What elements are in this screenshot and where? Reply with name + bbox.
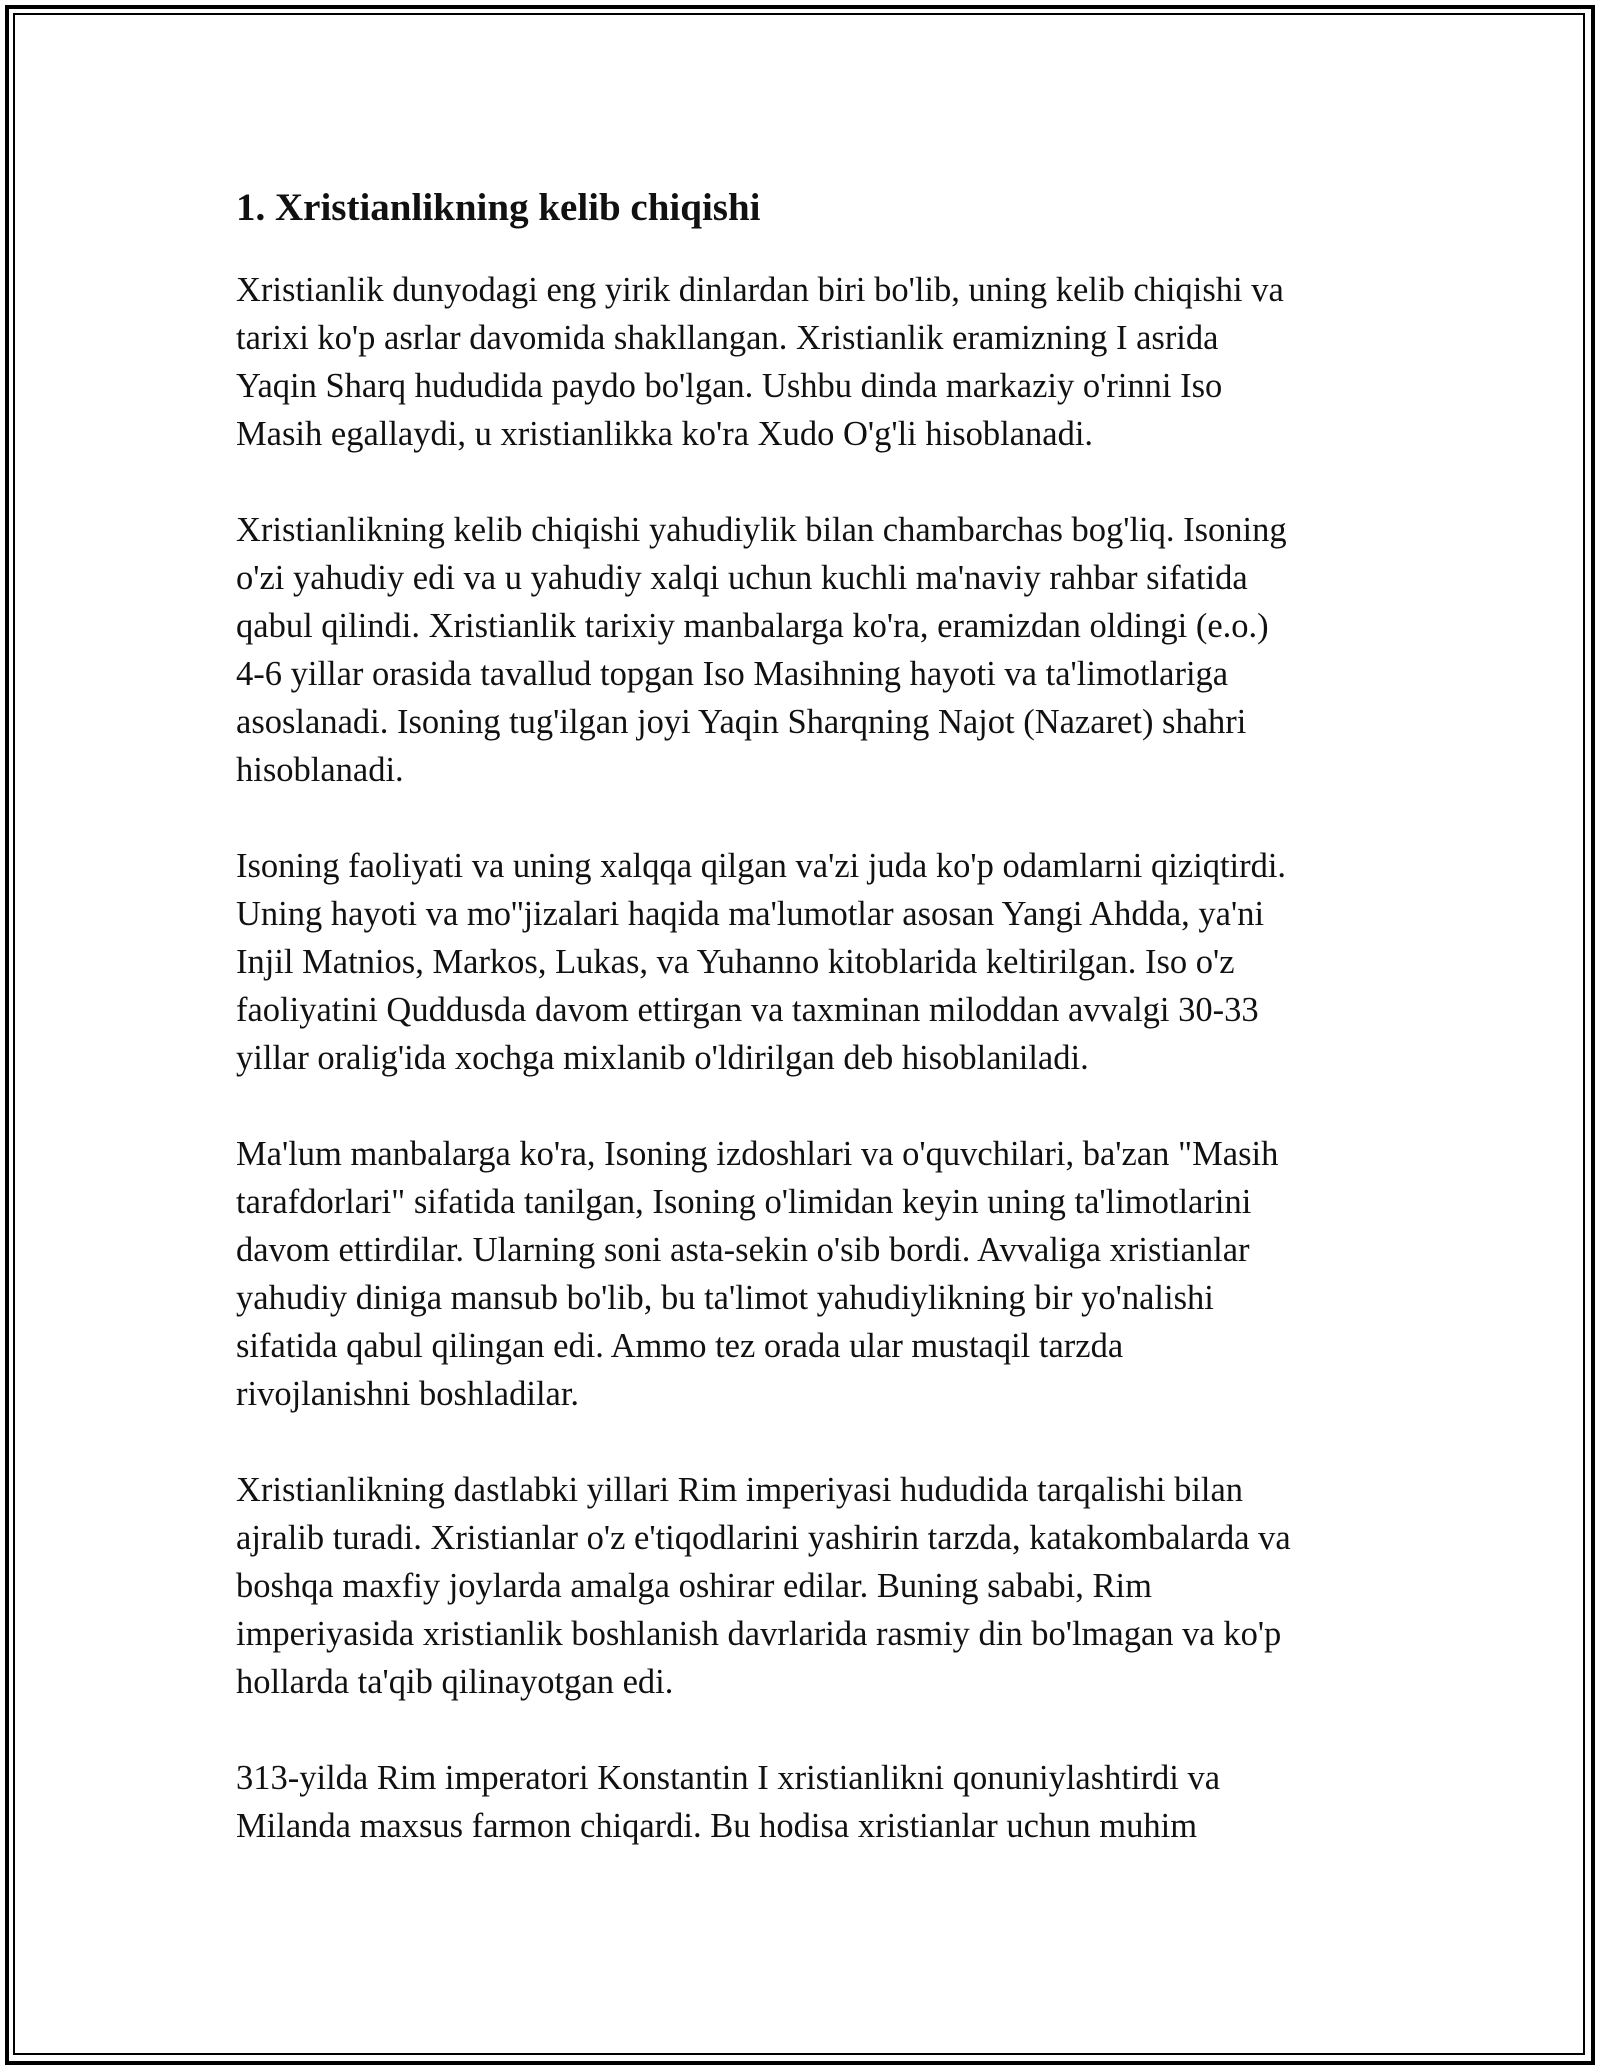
- text-line: yillar oralig'ida xochga mixlanib o'ldirilgan deb hisoblaniladi.: [236, 1038, 1089, 1077]
- text-line: 4-6 yillar orasida tavallud topgan Iso Masihning hayoti va ta'limotlariga: [236, 654, 1229, 693]
- text-line: hisoblanadi.: [236, 750, 404, 789]
- text-line: rivojlanishni boshladilar.: [236, 1374, 580, 1413]
- text-line: tarafdorlari" sifatida tanilgan, Isoning o'limidan keyin uning ta'limotlarini: [236, 1182, 1252, 1221]
- text-line: Masih egallaydi, u xristianlikka ko'ra Xudo O'g'li hisoblanadi.: [236, 414, 1094, 453]
- text-line: Xristianlikning dastlabki yillari Rim imperiyasi hududida tarqalishi bilan: [236, 1470, 1244, 1509]
- text-line: o'zi yahudiy edi va u yahudiy xalqi uchun kuchli ma'naviy rahbar sifatida: [236, 558, 1248, 597]
- text-line: faoliyatini Quddusda davom ettirgan va taxminan miloddan avvalgi 30-33: [236, 990, 1259, 1029]
- text-line: Xristianlikning kelib chiqishi yahudiylik bilan chambarchas bog'liq. Isoning: [236, 510, 1287, 549]
- paragraph-4: [236, 1130, 1376, 1418]
- text-line: boshqa maxfiy joylarda amalga oshirar edilar. Buning sababi, Rim: [236, 1566, 1152, 1605]
- text-line: yahudiy diniga mansub bo'lib, bu ta'limot yahudiylikning bir yo'nalishi: [236, 1278, 1214, 1317]
- text-line: hollarda ta'qib qilinayotgan edi.: [236, 1662, 674, 1701]
- text-line: Uning hayoti va mo''jizalari haqida ma'lumotlar asosan Yangi Ahdda, ya'ni: [236, 894, 1265, 933]
- paragraph-6: [236, 1754, 1376, 1850]
- text-line: Xristianlik dunyodagi eng yirik dinlardan biri bo'lib, uning kelib chiqishi va: [236, 270, 1284, 309]
- text-line: sifatida qabul qilingan edi. Ammo tez orada ular mustaqil tarzda: [236, 1326, 1124, 1365]
- paragraph-3: [236, 842, 1376, 1082]
- text-line: Ma'lum manbalarga ko'ra, Isoning izdoshlari va o'quvchilari, ba'zan "Masih: [236, 1134, 1279, 1173]
- text-line: Injil Matnios, Markos, Lukas, va Yuhanno kitoblarida keltirilgan. Iso o'z: [236, 942, 1235, 981]
- text-line: 313-yilda Rim imperatori Konstantin I xristianlikni qonuniylashtirdi va: [236, 1758, 1221, 1797]
- text-line: qabul qilindi. Xristianlik tarixiy manbalarga ko'ra, eramizdan oldingi (e.o.): [236, 606, 1269, 645]
- document-body: [236, 183, 1376, 1898]
- text-line: tarixi ko'p asrlar davomida shakllangan. Xristianlik eramizning I asrida: [236, 318, 1219, 357]
- text-line: asoslanadi. Isoning tug'ilgan joyi Yaqin Sharqning Najot (Nazaret) shahri: [236, 702, 1247, 741]
- section-heading: 1. Xristianlikning kelib chiqishi: [236, 186, 761, 229]
- text-line: ajralib turadi. Xristianlar o'z e'tiqodlarini yashirin tarzda, katakombalarda va: [236, 1518, 1291, 1557]
- text-line: Yaqin Sharq hududida paydo bo'lgan. Ushbu dinda markaziy o'rinni Iso: [236, 366, 1223, 405]
- text-line: davom ettirdilar. Ularning soni asta-sekin o'sib bordi. Avvaliga xristianlar: [236, 1230, 1250, 1269]
- paragraph-1: [236, 266, 1376, 458]
- paragraph-2: [236, 506, 1376, 794]
- paragraph-5: [236, 1466, 1376, 1706]
- text-line: Milanda maxsus farmon chiqardi. Bu hodisa xristianlar uchun muhim: [236, 1806, 1198, 1845]
- text-line: Isoning faoliyati va uning xalqqa qilgan va'zi juda ko'p odamlarni qiziqtirdi.: [236, 846, 1287, 885]
- text-line: imperiyasida xristianlik boshlanish davrlarida rasmiy din bo'lmagan va ko'p: [236, 1614, 1282, 1653]
